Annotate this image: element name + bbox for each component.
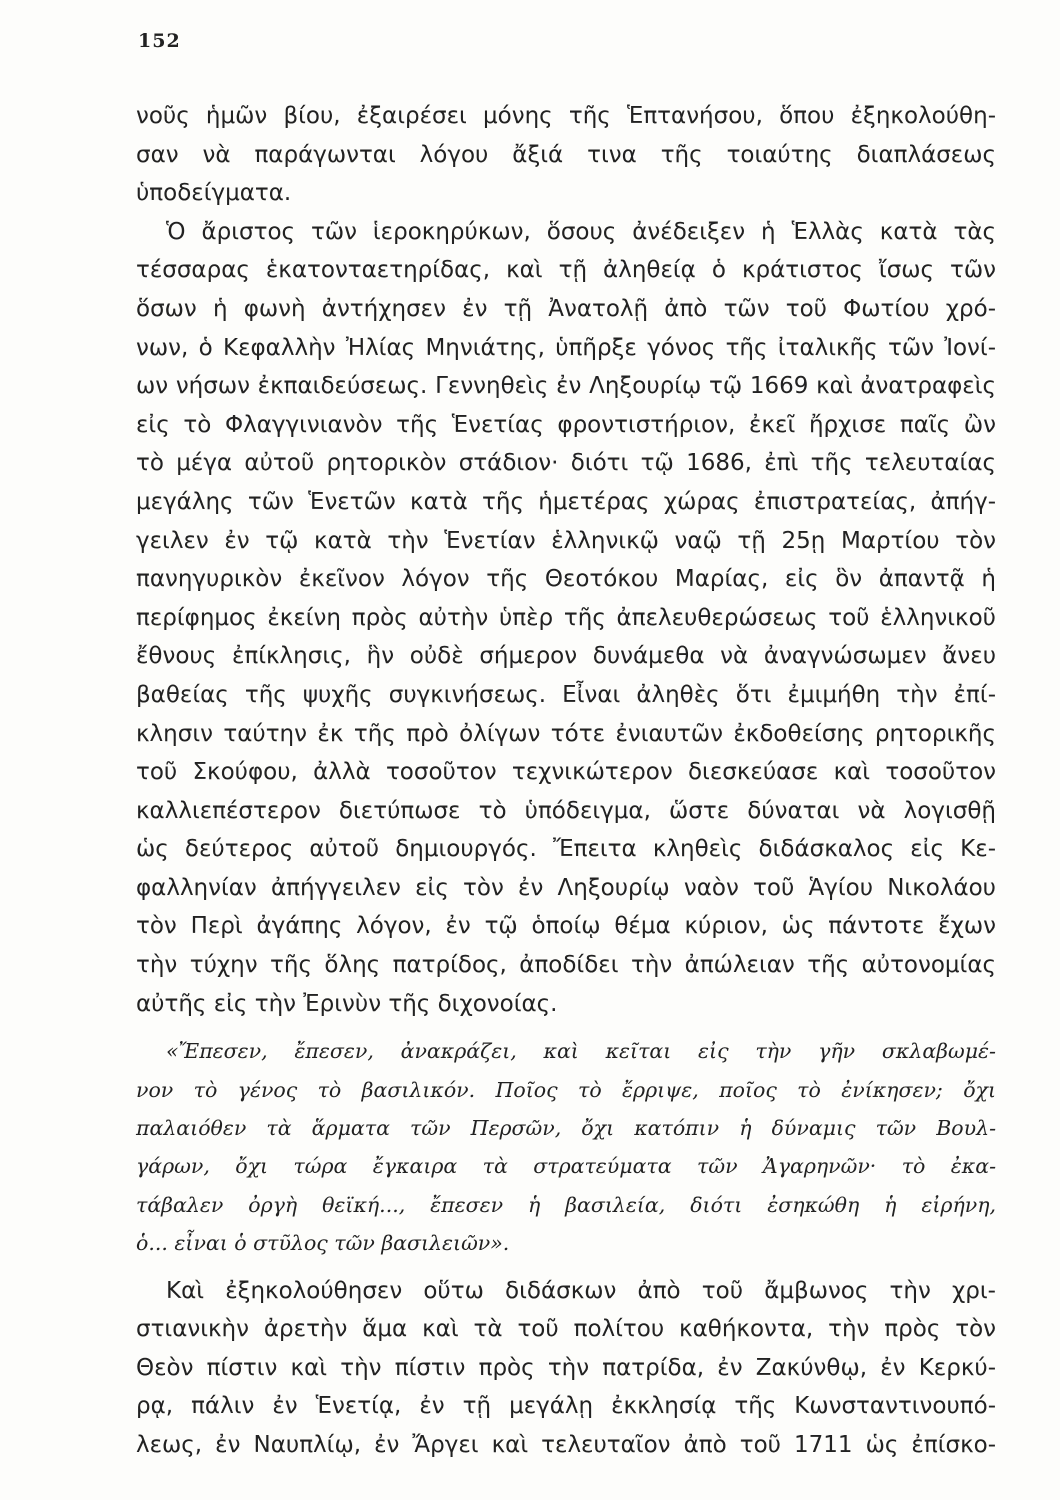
paragraph-2 xyxy=(136,213,996,1023)
text-line: γειλεν ἐν τῷ κατὰ τὴν Ἑνετίαν ἑλληνικῷ ναῷ τῇ 25ῃ Μαρτίου τὸν xyxy=(136,527,996,554)
text-line: ων νήσων ἐκπαιδεύσεως. Γεννηθεὶς ἐν Ληξουρίῳ τῷ 1669 καὶ ἀνατραφεὶς xyxy=(136,373,996,400)
text-line: ὅσων ἡ φωνὴ ἀντήχησεν ἐν τῇ Ἀνατολῇ ἀπὸ τῶν τοῦ Φωτίου χρό- xyxy=(136,295,996,322)
quote-line: παλαιόθεν τὰ ἅρματα τῶν Περσῶν, ὄχι κατόπιν ἡ δύναμις τῶν Βουλ- xyxy=(136,1116,996,1141)
text-line: νων, ὁ Κεφαλλὴν Ἠλίας Μηνιάτης, ὑπῆρξε γόνος τῆς ἰταλικῆς τῶν Ἰονί- xyxy=(136,334,996,361)
body-text xyxy=(136,97,996,1465)
text-line: Θεὸν πίστιν καὶ τὴν πίστιν πρὸς τὴν πατρίδα, ἐν Ζακύνθῳ, ἐν Κερκύ- xyxy=(136,1354,996,1381)
text-line: βαθείας τῆς ψυχῆς συγκινήσεως. Εἶναι ἀληθὲς ὅτι ἐμιμήθη τὴν ἐπί- xyxy=(136,681,996,708)
text-line: Ὁ ἄριστος τῶν ἱεροκηρύκων, ὅσους ἀνέδειξεν ἡ Ἑλλὰς κατὰ τὰς xyxy=(166,218,996,245)
text-line: τὸν Περὶ ἀγάπης λόγον, ἐν τῷ ὁποίῳ θέμα κύριον, ὡς πάντοτε ἔχων xyxy=(136,913,996,940)
text-line: φαλληνίαν ἀπήγγειλεν εἰς τὸν ἐν Ληξουρίῳ ναὸν τοῦ Ἁγίου Νικολάου xyxy=(136,874,996,901)
quote-line: τάβαλεν ὀργὴ θεϊκή..., ἔπεσεν ἡ βασιλεία, διότι ἐσηκώθη ἡ εἰρήνη, xyxy=(136,1192,996,1217)
text-line: Καὶ ἐξηκολούθησεν οὕτω διδάσκων ἀπὸ τοῦ ἄμβωνος τὴν χρι- xyxy=(166,1277,996,1304)
quote-line: ὁ... εἶναι ὁ στῦλος τῶν βασιλειῶν». xyxy=(136,1231,510,1256)
quote-line: γάρων, ὄχι τώρα ἔγκαιρα τὰ στρατεύματα τῶν Ἀγαρηνῶν· τὸ ἐκα- xyxy=(136,1154,996,1179)
text-line: τὸ μέγα αὐτοῦ ρητορικὸν στάδιον· διότι τῷ 1686, ἐπὶ τῆς τελευταίας xyxy=(136,450,996,477)
text-line: περίφημος ἐκείνη πρὸς αὐτὴν ὑπὲρ τῆς ἀπελευθερώσεως τοῦ ἑλληνικοῦ xyxy=(136,604,996,631)
text-line: τὴν τύχην τῆς ὅλης πατρίδος, ἀποδίδει τὴν ἀπώλειαν τῆς αὐτονομίας xyxy=(136,952,996,979)
text-line: ὡς δεύτερος αὐτοῦ δημιουργός. Ἔπειτα κληθεὶς διδάσκαλος εἰς Κε- xyxy=(136,836,996,863)
text-line: κλησιν ταύτην ἐκ τῆς πρὸ ὀλίγων τότε ἐνιαυτῶν ἐκδοθείσης ρητορικῆς xyxy=(136,720,996,747)
page-number: 152 xyxy=(138,30,181,52)
text-line: στιανικὴν ἀρετὴν ἅμα καὶ τὰ τοῦ πολίτου καθήκοντα, τὴν πρὸς τὸν xyxy=(136,1316,996,1343)
block-quote xyxy=(136,1032,996,1262)
text-line: ρᾳ, πάλιν ἐν Ἑνετίᾳ, ἐν τῇ μεγάλῃ ἐκκλησίᾳ τῆς Κωνσταντινουπό- xyxy=(136,1393,996,1420)
text-line: λεως, ἐν Ναυπλίῳ, ἐν Ἄργει καὶ τελευταῖον ἀπὸ τοῦ 1711 ὡς ἐπίσκο- xyxy=(136,1431,996,1458)
text-line: πανηγυρικὸν ἐκεῖνον λόγον τῆς Θεοτόκου Μαρίας, εἰς ὃν ἀπαντᾷ ἡ xyxy=(136,566,996,593)
text-line: εἰς τὸ Φλαγγινιανὸν τῆς Ἑνετίας φροντιστήριον, ἐκεῖ ἤρχισε παῖς ὢν xyxy=(136,411,996,438)
text-line: νοῦς ἡμῶν βίου, ἐξαιρέσει μόνης τῆς Ἑπτανήσου, ὅπου ἐξηκολούθη- xyxy=(136,103,996,129)
text-line: μεγάλης τῶν Ἑνετῶν κατὰ τῆς ἡμετέρας χώρας ἐπιστρατείας, ἀπήγ- xyxy=(136,488,996,515)
text-line: αὐτῆς εἰς τὴν Ἐρινὺν τῆς διχονοίας. xyxy=(136,990,558,1017)
paragraph-3 xyxy=(136,1272,996,1465)
quote-line: «Ἔπεσεν, ἔπεσεν, ἀνακράζει, καὶ κεῖται εἰς τὴν γῆν σκλαβωμέ- xyxy=(166,1039,996,1064)
text-line: ἔθνους ἐπίκλησις, ἣν οὐδὲ σήμερον δυνάμεθα νὰ ἀναγνώσωμεν ἄνευ xyxy=(136,643,996,670)
text-line: ὑποδείγματα. xyxy=(136,180,292,207)
text-line: τοῦ Σκούφου, ἀλλὰ τοσοῦτον τεχνικώτερον διεσκεύασε καὶ τοσοῦτον xyxy=(136,759,996,786)
quote-line: νον τὸ γένος τὸ βασιλικόν. Ποῖος τὸ ἔρριψε, ποῖος τὸ ἐνίκησεν; ὄχι xyxy=(136,1077,996,1102)
paragraph-1 xyxy=(136,97,996,213)
text-line: τέσσαρας ἑκατονταετηρίδας, καὶ τῇ ἀληθείᾳ ὁ κράτιστος ἴσως τῶν xyxy=(136,257,996,284)
text-line: καλλιεπέστερον διετύπωσε τὸ ὑπόδειγμα, ὥστε δύναται νὰ λογισθῇ xyxy=(136,797,996,824)
text-line: σαν νὰ παράγωνται λόγου ἄξιά τινα τῆς τοιαύτης διαπλάσεως xyxy=(136,141,996,168)
